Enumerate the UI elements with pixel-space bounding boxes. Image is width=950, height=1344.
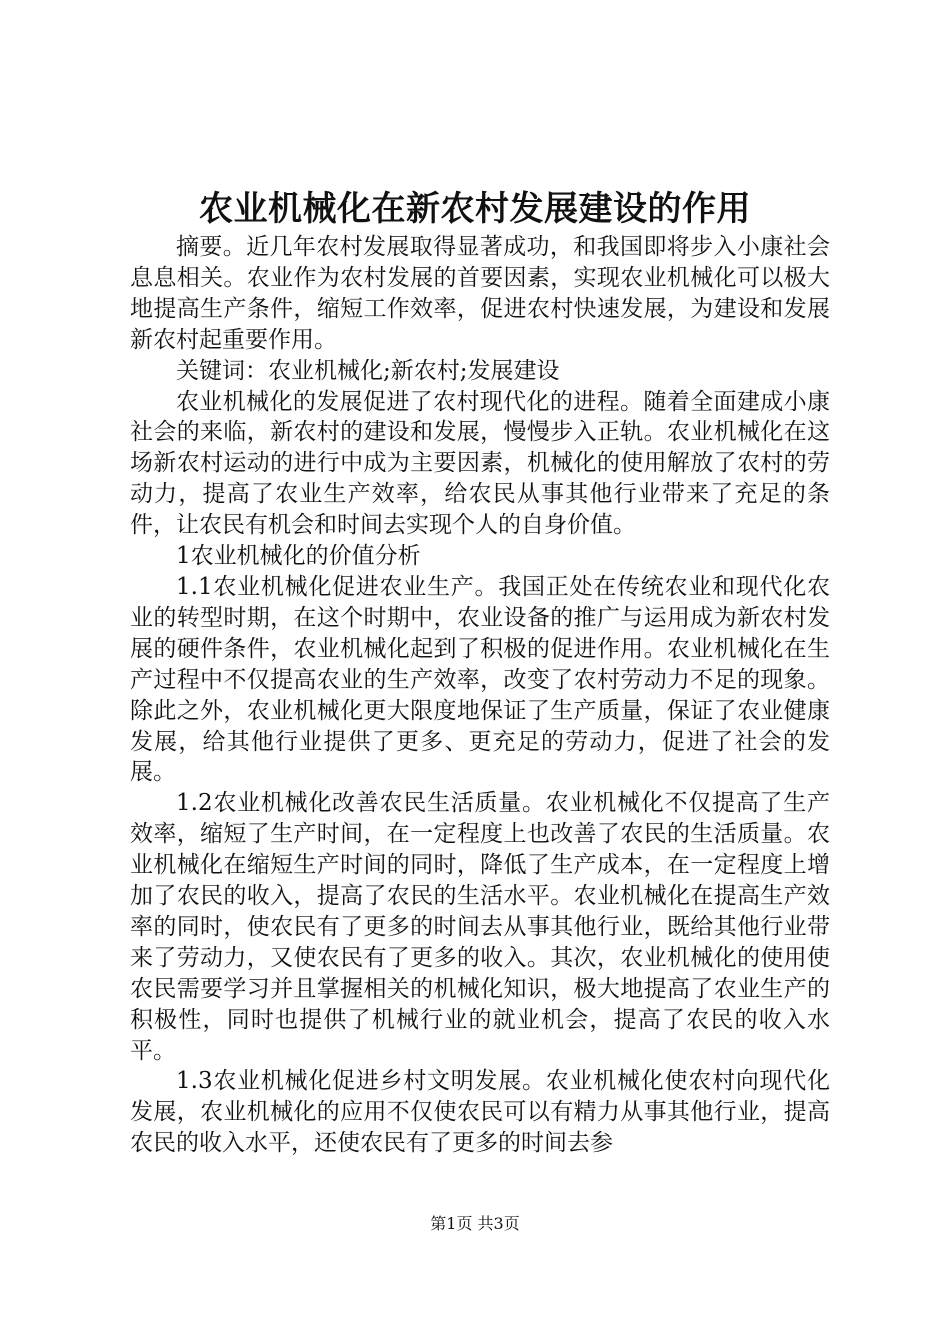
- document-title: 农业机械化在新农村发展建设的作用: [199, 189, 751, 229]
- keywords-paragraph: 关键词：农业机械化;新农村;发展建设: [176, 357, 560, 384]
- intro-paragraph: 农业机械化的发展促进了农村现代化的进程。随着全面建成小康社会的来临，新农村的建设和发展，慢慢步入正轨。农业机械化在这场新农村运动的进行中成为主要因素，机械化的使用解放了农村的劳动力，提高了农业生产效率，给农民从事其他行业带来了充足的条件，让农民有机会和时间去实现个人的自身价值。: [130, 388, 830, 539]
- document-body: [130, 232, 830, 1159]
- section-paragraph-1-2: 1.2农业机械化改善农民生活质量。农业机械化不仅提高了生产效率，缩短了生产时间，在一定程度上也改善了农民的生活质量。农业机械化在缩短生产时间的同时，降低了生产成本，在一定程度上增加了农民的收入，提高了农民的生活水平。农业机械化在提高生产效率的同时，使农民有了更多的时间去从事其他行业，既给其他行业带来了劳动力，又使农民有了更多的收入。其次，农业机械化的使用使农民需要学习并且掌握相关的机械化知识，极大地提高了农业生产的积极性，同时也提供了机械行业的就业机会，提高了农民的收入水平。: [130, 790, 830, 1064]
- section-heading-1: 1农业机械化的价值分析: [176, 543, 421, 570]
- abstract-paragraph: 摘要。近几年农村发展取得显著成功，和我国即将步入小康社会息息相关。农业作为农村发展的首要因素，实现农业机械化可以极大地提高生产条件，缩短工作效率，促进农村快速发展，为建设和发展新农村起重要作用。: [130, 234, 830, 353]
- page-footer: 第1页 共3页: [430, 1214, 520, 1233]
- section-paragraph-1-1: 1.1农业机械化促进农业生产。我国正处在传统农业和现代化农业的转型时期，在这个时期中，农业设备的推广与运用成为新农村发展的硬件条件，农业机械化起到了积极的促进作用。农业机械化在生产过程中不仅提高农业的生产效率，改变了农村劳动力不足的现象。除此之外，农业机械化更大限度地保证了生产质量，保证了农业健康发展，给其他行业提供了更多、更充足的劳动力，促进了社会的发展。: [130, 573, 830, 786]
- section-paragraph-1-3: 1.3农业机械化促进乡村文明发展。农业机械化使农村向现代化发展，农业机械化的应用不仅使农民可以有精力从事其他行业，提高农民的收入水平，还使农民有了更多的时间去参: [130, 1068, 830, 1157]
